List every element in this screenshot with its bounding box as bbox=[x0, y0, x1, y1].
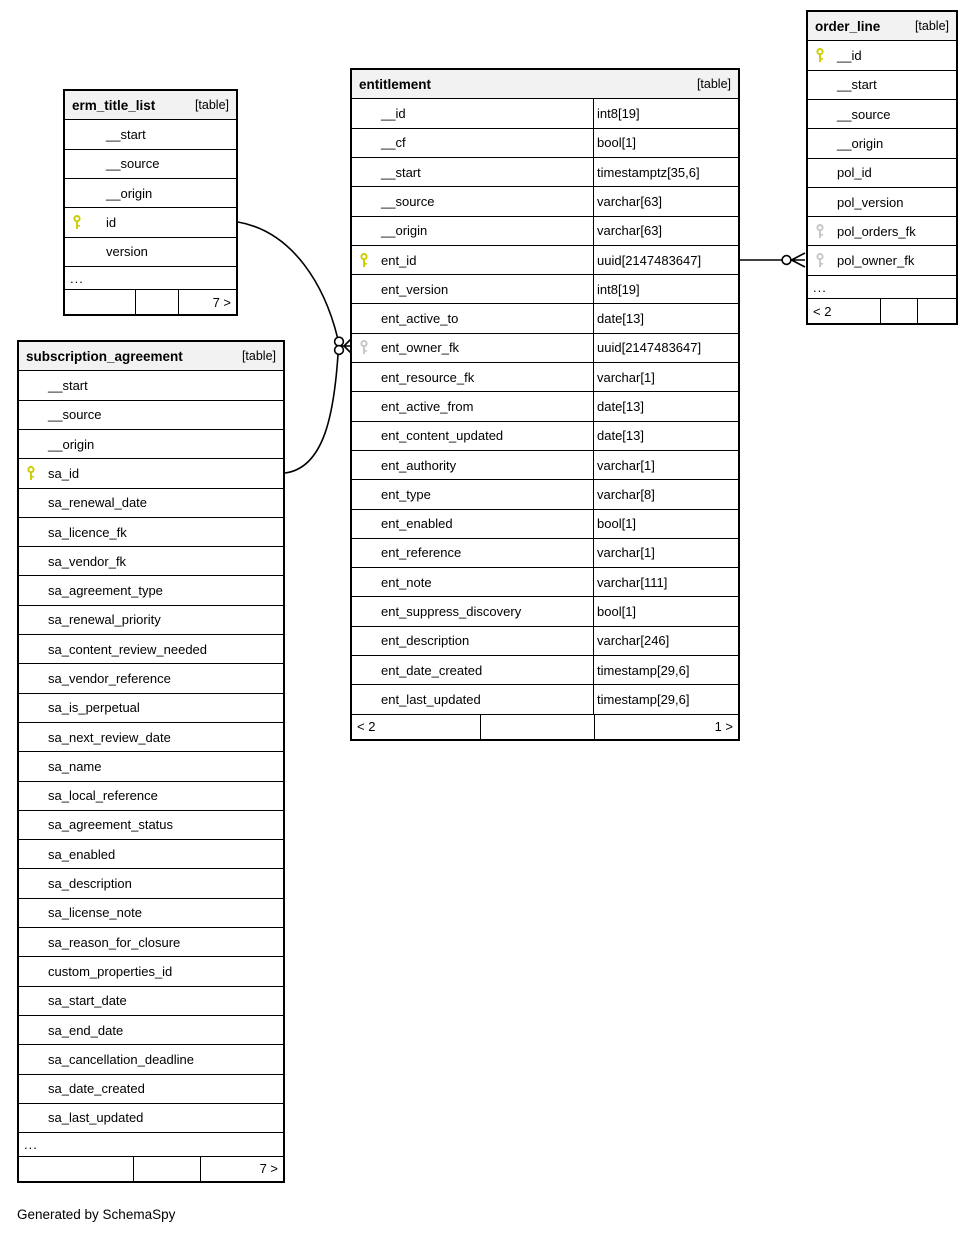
column-type: bool[1] bbox=[593, 510, 738, 538]
column-row bbox=[19, 811, 283, 840]
footer-cell bbox=[135, 290, 178, 314]
column-row bbox=[352, 656, 738, 685]
column-row bbox=[19, 1016, 283, 1045]
column-row bbox=[65, 120, 236, 149]
column-row bbox=[19, 459, 283, 488]
column-row bbox=[352, 187, 738, 216]
column-name: sa_renewal_date bbox=[48, 495, 148, 511]
column-row bbox=[352, 275, 738, 304]
column-row bbox=[808, 41, 956, 70]
column-type: varchar[111] bbox=[593, 568, 738, 596]
column-name: __id bbox=[837, 48, 862, 64]
foreign-key-icon bbox=[359, 340, 381, 355]
column-type: uuid[2147483647] bbox=[593, 246, 738, 274]
column-type: varchar[63] bbox=[593, 217, 738, 245]
table-header[interactable] bbox=[19, 342, 283, 371]
column-type: varchar[1] bbox=[593, 363, 738, 391]
column-row bbox=[808, 188, 956, 217]
column-name: version bbox=[106, 244, 148, 260]
footer-cell bbox=[880, 299, 917, 323]
column-row bbox=[19, 723, 283, 752]
column-row bbox=[19, 957, 283, 986]
column-type: date[13] bbox=[593, 304, 738, 332]
table-subscription-agreement bbox=[17, 340, 285, 1183]
column-name: __start bbox=[837, 77, 877, 93]
footer-cell-parents-count: < 2 bbox=[357, 719, 376, 735]
column-name: ent_enabled bbox=[381, 516, 453, 532]
column-row bbox=[19, 1075, 283, 1104]
column-name: __start bbox=[48, 378, 88, 394]
column-type: varchar[1] bbox=[593, 539, 738, 567]
column-row bbox=[19, 635, 283, 664]
column-row bbox=[352, 392, 738, 421]
column-name: ent_note bbox=[381, 574, 432, 590]
table-erm-title-list bbox=[63, 89, 238, 316]
table-footer bbox=[19, 1157, 283, 1181]
footer-cell-parents-count: < 2 bbox=[813, 303, 832, 319]
column-row bbox=[19, 371, 283, 400]
column-type: date[13] bbox=[593, 422, 738, 450]
table-name[interactable]: entitlement bbox=[359, 76, 432, 92]
column-name: sa_licence_fk bbox=[48, 524, 127, 540]
column-type: int8[19] bbox=[593, 275, 738, 303]
primary-key-icon bbox=[359, 253, 381, 268]
column-name: sa_agreement_type bbox=[48, 583, 163, 599]
column-name: __start bbox=[106, 127, 146, 143]
ellipsis-row: ... bbox=[808, 276, 956, 300]
ellipsis-row: ... bbox=[19, 1133, 283, 1157]
column-row bbox=[65, 208, 236, 237]
column-row bbox=[352, 597, 738, 626]
column-row bbox=[19, 430, 283, 459]
column-name: ent_type bbox=[381, 486, 431, 502]
generated-by-note: Generated by SchemaSpy bbox=[17, 1207, 176, 1222]
column-name: sa_reason_for_closure bbox=[48, 934, 181, 950]
table-header[interactable] bbox=[352, 70, 738, 99]
column-name: __source bbox=[106, 156, 160, 172]
cardinality-circle bbox=[335, 346, 344, 355]
column-name: ent_active_to bbox=[381, 311, 459, 327]
table-name[interactable]: erm_title_list bbox=[72, 97, 156, 113]
table-name[interactable]: subscription_agreement bbox=[26, 348, 183, 364]
crow-foot-order-line bbox=[789, 253, 805, 267]
relationship-edge-sub-to-entitlement bbox=[285, 355, 338, 474]
column-name: sa_enabled bbox=[48, 846, 116, 862]
column-row bbox=[65, 179, 236, 208]
primary-key-icon bbox=[815, 48, 837, 63]
column-name: sa_vendor_fk bbox=[48, 553, 127, 569]
column-type: timestamptz[35,6] bbox=[593, 158, 738, 186]
column-type: bool[1] bbox=[593, 129, 738, 157]
column-row bbox=[352, 129, 738, 158]
column-name: __source bbox=[381, 193, 435, 209]
column-row bbox=[808, 159, 956, 188]
cardinality-circle bbox=[782, 256, 791, 265]
column-name: ent_date_created bbox=[381, 662, 483, 678]
column-row bbox=[352, 304, 738, 333]
column-name: ent_reference bbox=[381, 545, 462, 561]
column-row bbox=[352, 685, 738, 714]
column-row bbox=[19, 694, 283, 723]
footer-cell bbox=[480, 715, 594, 739]
column-row bbox=[808, 71, 956, 100]
column-type: timestamp[29,6] bbox=[593, 685, 738, 713]
column-name: sa_start_date bbox=[48, 993, 127, 1009]
table-header[interactable] bbox=[65, 91, 236, 120]
table-footer bbox=[808, 299, 956, 323]
table-name[interactable]: order_line bbox=[815, 18, 881, 34]
column-row bbox=[352, 480, 738, 509]
column-row bbox=[19, 928, 283, 957]
column-name: pol_version bbox=[837, 194, 904, 210]
column-type: varchar[8] bbox=[593, 480, 738, 508]
column-row bbox=[19, 518, 283, 547]
column-name: sa_cancellation_deadline bbox=[48, 1051, 195, 1067]
column-type: varchar[1] bbox=[593, 451, 738, 479]
column-name: sa_vendor_reference bbox=[48, 671, 171, 686]
column-row bbox=[808, 217, 956, 246]
column-name: __start bbox=[381, 164, 421, 180]
table-footer bbox=[65, 290, 236, 314]
column-name: __source bbox=[48, 407, 102, 423]
footer-cell bbox=[19, 1157, 133, 1181]
column-name: __origin bbox=[381, 223, 428, 239]
column-name: sa_description bbox=[48, 876, 132, 892]
table-tag: [table] bbox=[696, 77, 731, 92]
column-row bbox=[808, 100, 956, 129]
table-tag: [table] bbox=[241, 349, 276, 364]
column-name: __origin bbox=[837, 135, 884, 151]
column-name: __cf bbox=[381, 135, 406, 151]
column-row bbox=[352, 568, 738, 597]
footer-cell-children-count: 7 > bbox=[200, 1157, 283, 1181]
column-row bbox=[352, 539, 738, 568]
column-name: pol_id bbox=[837, 165, 872, 181]
column-name: id bbox=[106, 214, 117, 230]
column-name: pol_orders_fk bbox=[837, 223, 916, 239]
column-name: pol_owner_fk bbox=[837, 253, 915, 269]
footer-cell bbox=[65, 290, 135, 314]
column-row bbox=[808, 129, 956, 158]
column-row bbox=[19, 899, 283, 928]
column-type: date[13] bbox=[593, 392, 738, 420]
column-row bbox=[352, 217, 738, 246]
column-row bbox=[65, 150, 236, 179]
table-footer bbox=[352, 715, 738, 739]
column-name: sa_end_date bbox=[48, 1022, 124, 1038]
column-row bbox=[352, 422, 738, 451]
column-row bbox=[19, 489, 283, 518]
column-name: sa_name bbox=[48, 758, 102, 774]
column-row bbox=[352, 334, 738, 363]
column-row bbox=[352, 451, 738, 480]
ellipsis-row: ... bbox=[65, 267, 236, 291]
column-name: ent_last_updated bbox=[381, 691, 481, 707]
column-row bbox=[19, 547, 283, 576]
column-row bbox=[19, 664, 283, 693]
column-row bbox=[352, 627, 738, 656]
column-name: sa_renewal_priority bbox=[48, 612, 161, 628]
column-row bbox=[352, 158, 738, 187]
column-row bbox=[352, 99, 738, 128]
column-name: ent_resource_fk bbox=[381, 369, 475, 385]
column-name: sa_agreement_status bbox=[48, 817, 174, 833]
column-type: uuid[2147483647] bbox=[593, 334, 738, 362]
column-name: ent_owner_fk bbox=[381, 340, 460, 356]
column-name: ent_active_from bbox=[381, 399, 474, 414]
column-name: __origin bbox=[106, 185, 153, 201]
footer-cell-children-count: 7 > bbox=[178, 290, 236, 314]
column-type: bool[1] bbox=[593, 597, 738, 625]
foreign-key-icon bbox=[815, 224, 837, 239]
column-name: ent_authority bbox=[381, 457, 457, 473]
column-row bbox=[19, 840, 283, 869]
column-row bbox=[19, 782, 283, 811]
column-name: sa_is_perpetual bbox=[48, 700, 140, 716]
column-row bbox=[19, 987, 283, 1016]
column-name: ent_suppress_discovery bbox=[381, 604, 522, 620]
column-name: custom_properties_id bbox=[48, 963, 173, 979]
primary-key-icon bbox=[72, 215, 106, 230]
column-row bbox=[352, 246, 738, 275]
column-rows bbox=[65, 120, 236, 266]
column-name: sa_last_updated bbox=[48, 1110, 144, 1126]
column-name: sa_license_note bbox=[48, 905, 142, 921]
column-rows bbox=[808, 41, 956, 275]
column-row bbox=[65, 238, 236, 267]
column-row bbox=[352, 510, 738, 539]
column-row bbox=[19, 1045, 283, 1074]
column-type: varchar[246] bbox=[593, 627, 738, 655]
table-order-line bbox=[806, 10, 958, 325]
table-tag: [table] bbox=[194, 98, 229, 113]
column-name: __origin bbox=[48, 436, 95, 452]
column-type: timestamp[29,6] bbox=[593, 656, 738, 684]
relationship-edge-erm-to-entitlement bbox=[238, 222, 338, 338]
column-name: sa_id bbox=[48, 465, 80, 481]
column-name: sa_next_review_date bbox=[48, 729, 171, 745]
column-name: __source bbox=[837, 106, 891, 122]
column-name: ent_description bbox=[381, 633, 470, 649]
column-row bbox=[19, 869, 283, 898]
column-row bbox=[19, 401, 283, 430]
primary-key-icon bbox=[26, 466, 48, 481]
footer-cell-children-count: 1 > bbox=[594, 715, 738, 739]
footer-cell bbox=[133, 1157, 200, 1181]
column-row bbox=[19, 606, 283, 635]
column-name: ent_version bbox=[381, 281, 449, 297]
column-type: varchar[63] bbox=[593, 187, 738, 215]
foreign-key-icon bbox=[815, 253, 837, 268]
column-type: int8[19] bbox=[593, 99, 738, 127]
column-name: ent_content_updated bbox=[381, 428, 504, 444]
column-name: ent_id bbox=[381, 252, 417, 268]
column-name: sa_date_created bbox=[48, 1081, 145, 1097]
table-entitlement bbox=[350, 68, 740, 741]
column-row bbox=[19, 576, 283, 605]
column-rows bbox=[19, 371, 283, 1133]
table-header[interactable] bbox=[808, 12, 956, 41]
column-name: __id bbox=[381, 106, 406, 122]
footer-cell bbox=[917, 299, 956, 323]
column-row bbox=[19, 1104, 283, 1133]
column-rows bbox=[352, 99, 738, 714]
column-row bbox=[808, 246, 956, 275]
column-row bbox=[19, 752, 283, 781]
column-name: sa_local_reference bbox=[48, 788, 158, 804]
column-row bbox=[352, 363, 738, 392]
cardinality-circle bbox=[335, 337, 344, 346]
table-tag: [table] bbox=[914, 19, 949, 34]
column-name: sa_content_review_needed bbox=[48, 641, 208, 657]
